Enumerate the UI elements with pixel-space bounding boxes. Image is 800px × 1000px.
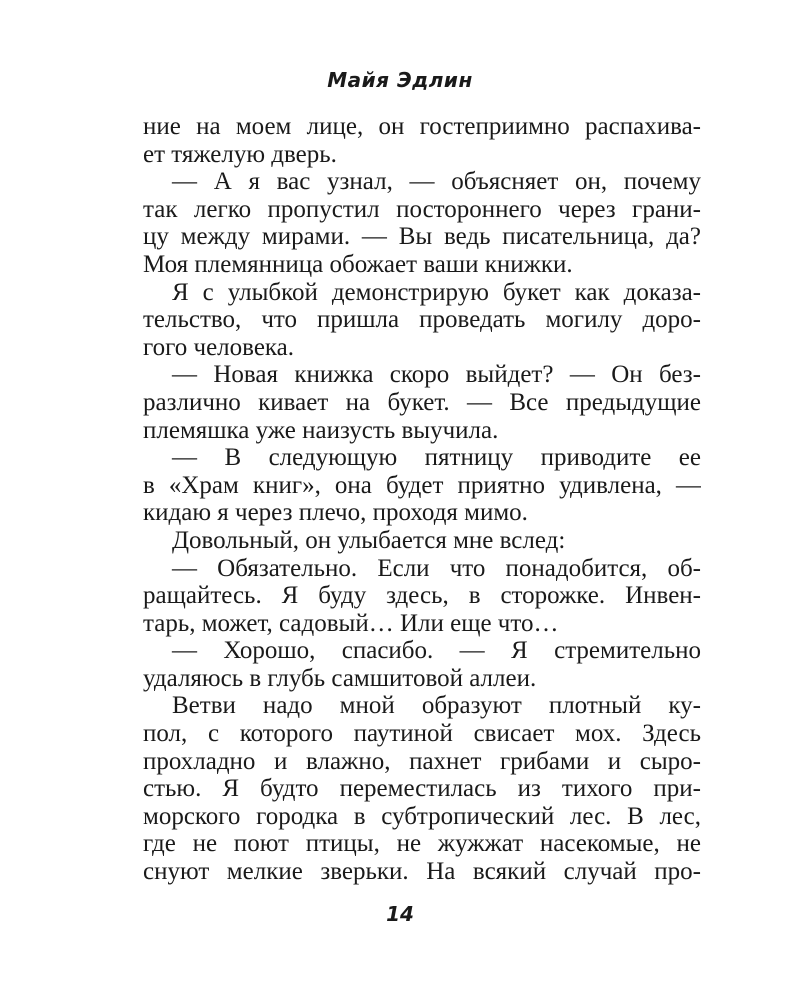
text-line: ращайтесь. Я буду здесь, в сторожке. Инвен- bbox=[143, 582, 701, 610]
text-line: различно кивает на букет. — Все предыдущие bbox=[143, 388, 701, 416]
text-line: — Хорошо, спасибо. — Я стремительно bbox=[172, 637, 701, 665]
text-line: кидаю я через плечо, проходя мимо. bbox=[143, 499, 528, 527]
text-line: ет тяжелую дверь. bbox=[143, 140, 337, 168]
text-line: тарь, может, садовый… Или еще что… bbox=[143, 609, 559, 637]
text-line: стью. Я будто переместилась из тихого при- bbox=[143, 775, 701, 803]
text-line: — А я вас узнал, — объясняет он, почему bbox=[172, 168, 701, 196]
text-line: Ветви надо мной образуют плотный ку- bbox=[172, 692, 701, 720]
text-line: Я с улыбкой демонстрирую букет как доказа- bbox=[172, 278, 701, 306]
text-line: Довольный, он улыбается мне вслед: bbox=[172, 526, 566, 554]
text-line: — Обязательно. Если что понадобится, об- bbox=[172, 554, 701, 582]
text-line: так легко пропустил постороннего через грани- bbox=[143, 195, 701, 223]
running-head-author: Майя Эдлин bbox=[327, 68, 473, 92]
text-line: ние на моем лице, он гостеприимно распахива- bbox=[143, 113, 701, 140]
text-line: удаляюсь в глубь самшитовой аллеи. bbox=[143, 664, 537, 692]
text-line: цу между мирами. — Вы ведь писательница, да? bbox=[143, 223, 701, 251]
body-text bbox=[143, 113, 701, 886]
text-line: в «Храм книг», она будет приятно удивлена, — bbox=[143, 471, 701, 499]
text-line: морского городка в субтропический лес. В лес, bbox=[143, 802, 701, 830]
text-line: племяшка уже наизусть выучила. bbox=[143, 416, 499, 444]
text-line: тельство, что пришла проведать могилу доро- bbox=[143, 306, 701, 334]
text-line: гого человека. bbox=[143, 333, 295, 361]
text-line: снуют мелкие зверьки. На всякий случай про- bbox=[143, 858, 701, 886]
text-line: пол, с которого паутиной свисает мох. Здесь bbox=[143, 720, 701, 748]
text-line: — В следующую пятницу приводите ее bbox=[172, 444, 701, 472]
text-line: прохладно и влажно, пахнет грибами и сыро- bbox=[143, 747, 701, 775]
text-line: где не поют птицы, не жужжат насекомые, не bbox=[143, 830, 701, 858]
text-line: — Новая книжка скоро выйдет? — Он без- bbox=[172, 361, 701, 389]
page-number: 14 bbox=[386, 902, 414, 926]
text-line: Моя племянница обожает ваши книжки. bbox=[143, 250, 573, 278]
